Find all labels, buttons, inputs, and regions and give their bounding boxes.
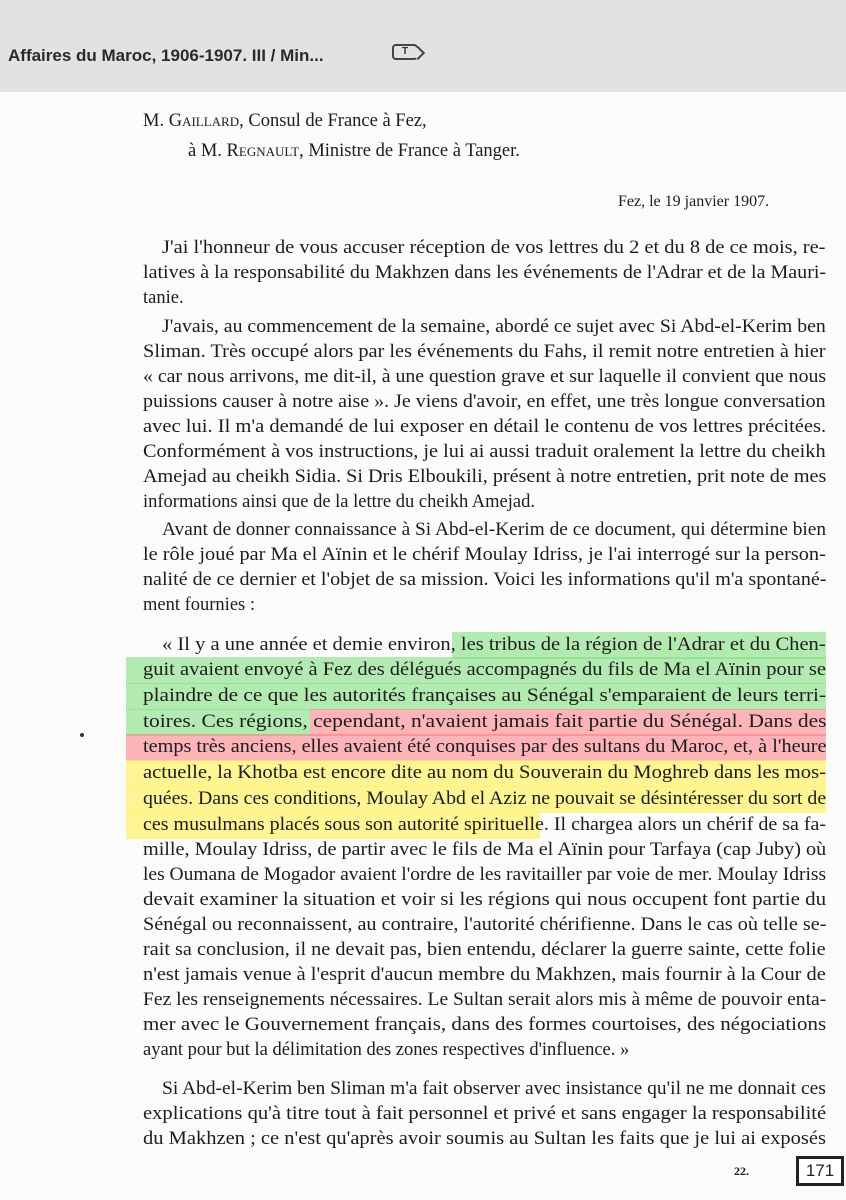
body-line: Amejad au cheikh Sidia. Si Dris Elboukili, présent à notre entretien, prit note de mes — [143, 467, 827, 487]
body-line: actuelle, la Khotba est encore dite au nom du Souverain du Moghreb dans les mos- — [143, 763, 826, 783]
body-line: informations ainsi que de la lettre du cheikh Amejad. — [143, 492, 535, 512]
recipient-name: Regnault — [226, 141, 300, 161]
body-line: latives à la responsabilité du Makhzen dans les événements de l'Adrar et de la Mauri- — [143, 263, 827, 283]
document-title: Affaires du Maroc, 1906-1907. III / Min... — [8, 46, 324, 65]
body-line: « car nous arrivons, me dit-il, à une question grave et sur laquelle il convient que nous — [143, 367, 827, 387]
recipient-title: , Ministre de France à Tanger. — [299, 141, 520, 161]
body-line: Sliman. Très occupé alors par les événements du Fahs, il remit notre entretien à hier — [143, 342, 826, 362]
body-line: tanie. — [143, 288, 184, 308]
body-line: J'ai l'honneur de vous accuser réception de vos lettres du 2 et du 8 de ce mois, re- — [162, 238, 826, 258]
signature-mark: 22. — [734, 1164, 749, 1178]
body-line: explications qu'à titre tout à fait personnel et privé et sans engager la responsabilité — [143, 1104, 827, 1124]
body-line: plaindre de ce que les autorités françaises au Sénégal s'emparaient de leurs terri- — [143, 686, 827, 706]
body-line: ment fournies : — [143, 595, 256, 615]
margin-mark — [80, 733, 84, 737]
body-line: Si Abd-el-Kerim ben Sliman m'a fait observer avec insistance qu'il ne me donnait ces — [162, 1079, 826, 1099]
body-line: le rôle joué par Ma el Aïnin et le chérif Moulay Idriss, je l'ai interrogé sur la person- — [143, 545, 826, 565]
sender-title: , Consul de France à Fez, — [239, 111, 427, 131]
body-line: du Makhzen ; ce n'est qu'après avoir soumis au Sultan les faits que je lui ai exposés — [143, 1129, 826, 1149]
to-prefix: à M. — [188, 141, 227, 161]
body-line: J'avais, au commencement de la semaine, abordé ce sujet avec Si Abd-el-Kerim ben — [162, 317, 826, 337]
body-line: quées. Dans ces conditions, Moulay Abd el Aziz ne pouvait se désintéresser du sort de — [143, 789, 827, 809]
letter-from-line — [143, 110, 427, 132]
body-line: les Oumana de Mogador avaient l'ordre de les ravitailler par voie de mer. Moulay Idriss — [143, 865, 827, 885]
body-line: avec lui. Il m'a demandé de lui exposer en détail le contenu de vos lettres précitées. — [143, 417, 827, 437]
body-line: ces musulmans placés sous son autorité spirituelle. Il chargea alors un chérif de sa fa- — [143, 815, 827, 835]
body-line: mer avec le Gouvernement français, dans des formes courtoises, des négociations — [143, 1015, 827, 1035]
letter-to-line — [188, 140, 520, 162]
body-line: guit avaient envoyé à Fez des délégués accompagnés du fils de Ma el Aïnin pour se — [143, 660, 826, 680]
body-line: « Il y a une année et demie environ, les tribus de la région de l'Adrar et du Chen- — [162, 635, 826, 655]
text-mode-icon[interactable]: T — [392, 44, 418, 60]
body-line: Sénégal ou reconnaissent, au contraire, l'autorité chérifienne. Dans le cas où telle se- — [143, 915, 827, 935]
body-line: devait examiner la situation et voir si les régions qui nous occupent font partie du — [143, 890, 827, 910]
body-line: n'est jamais venue à l'esprit d'aucun membre du Makhzen, mais fournir à la Cour de — [143, 965, 826, 985]
body-line: toires. Ces régions, cependant, n'avaient jamais fait partie du Sénégal. Dans des — [143, 712, 827, 732]
body-line: rait sa conclusion, il ne devait pas, bien entendu, déclarer la guerre sainte, cette folie — [143, 940, 826, 960]
body-line: Avant de donner connaissance à Si Abd-el-Kerim de ce document, qui détermine bien — [162, 520, 827, 540]
dateline: Fez, le 19 janvier 1907. — [618, 193, 770, 210]
page-number-badge[interactable]: 171 — [796, 1156, 844, 1186]
body-line: ayant pour but la délimitation des zones respectives d'influence. » — [143, 1040, 630, 1060]
body-line: Fez les renseignements nécessaires. Le Sultan serait alors mis à même de pouvoir enta- — [143, 990, 827, 1010]
body-line: puissions causer à notre aise ». Je viens d'avoir, en effet, une très longue conversation — [143, 392, 826, 412]
body-line: nalité de ce dernier et l'objet de sa mission. Voici les informations qu'il m'a spontané- — [143, 570, 827, 590]
top-bar — [0, 0, 846, 92]
from-prefix: M. — [143, 111, 169, 131]
body-line: temps très anciens, elles avaient été conquises par des sultans du Maroc, et, à l'heure — [143, 737, 827, 757]
sender-name: Gaillard — [168, 111, 240, 131]
body-line: Conformément à vos instructions, je lui ai aussi traduit oralement la lettre du cheikh — [143, 442, 826, 462]
body-line: mille, Moulay Idriss, de partir avec le fils de Ma el Aïnin pour Tarfaya (cap Juby) où — [143, 840, 827, 860]
